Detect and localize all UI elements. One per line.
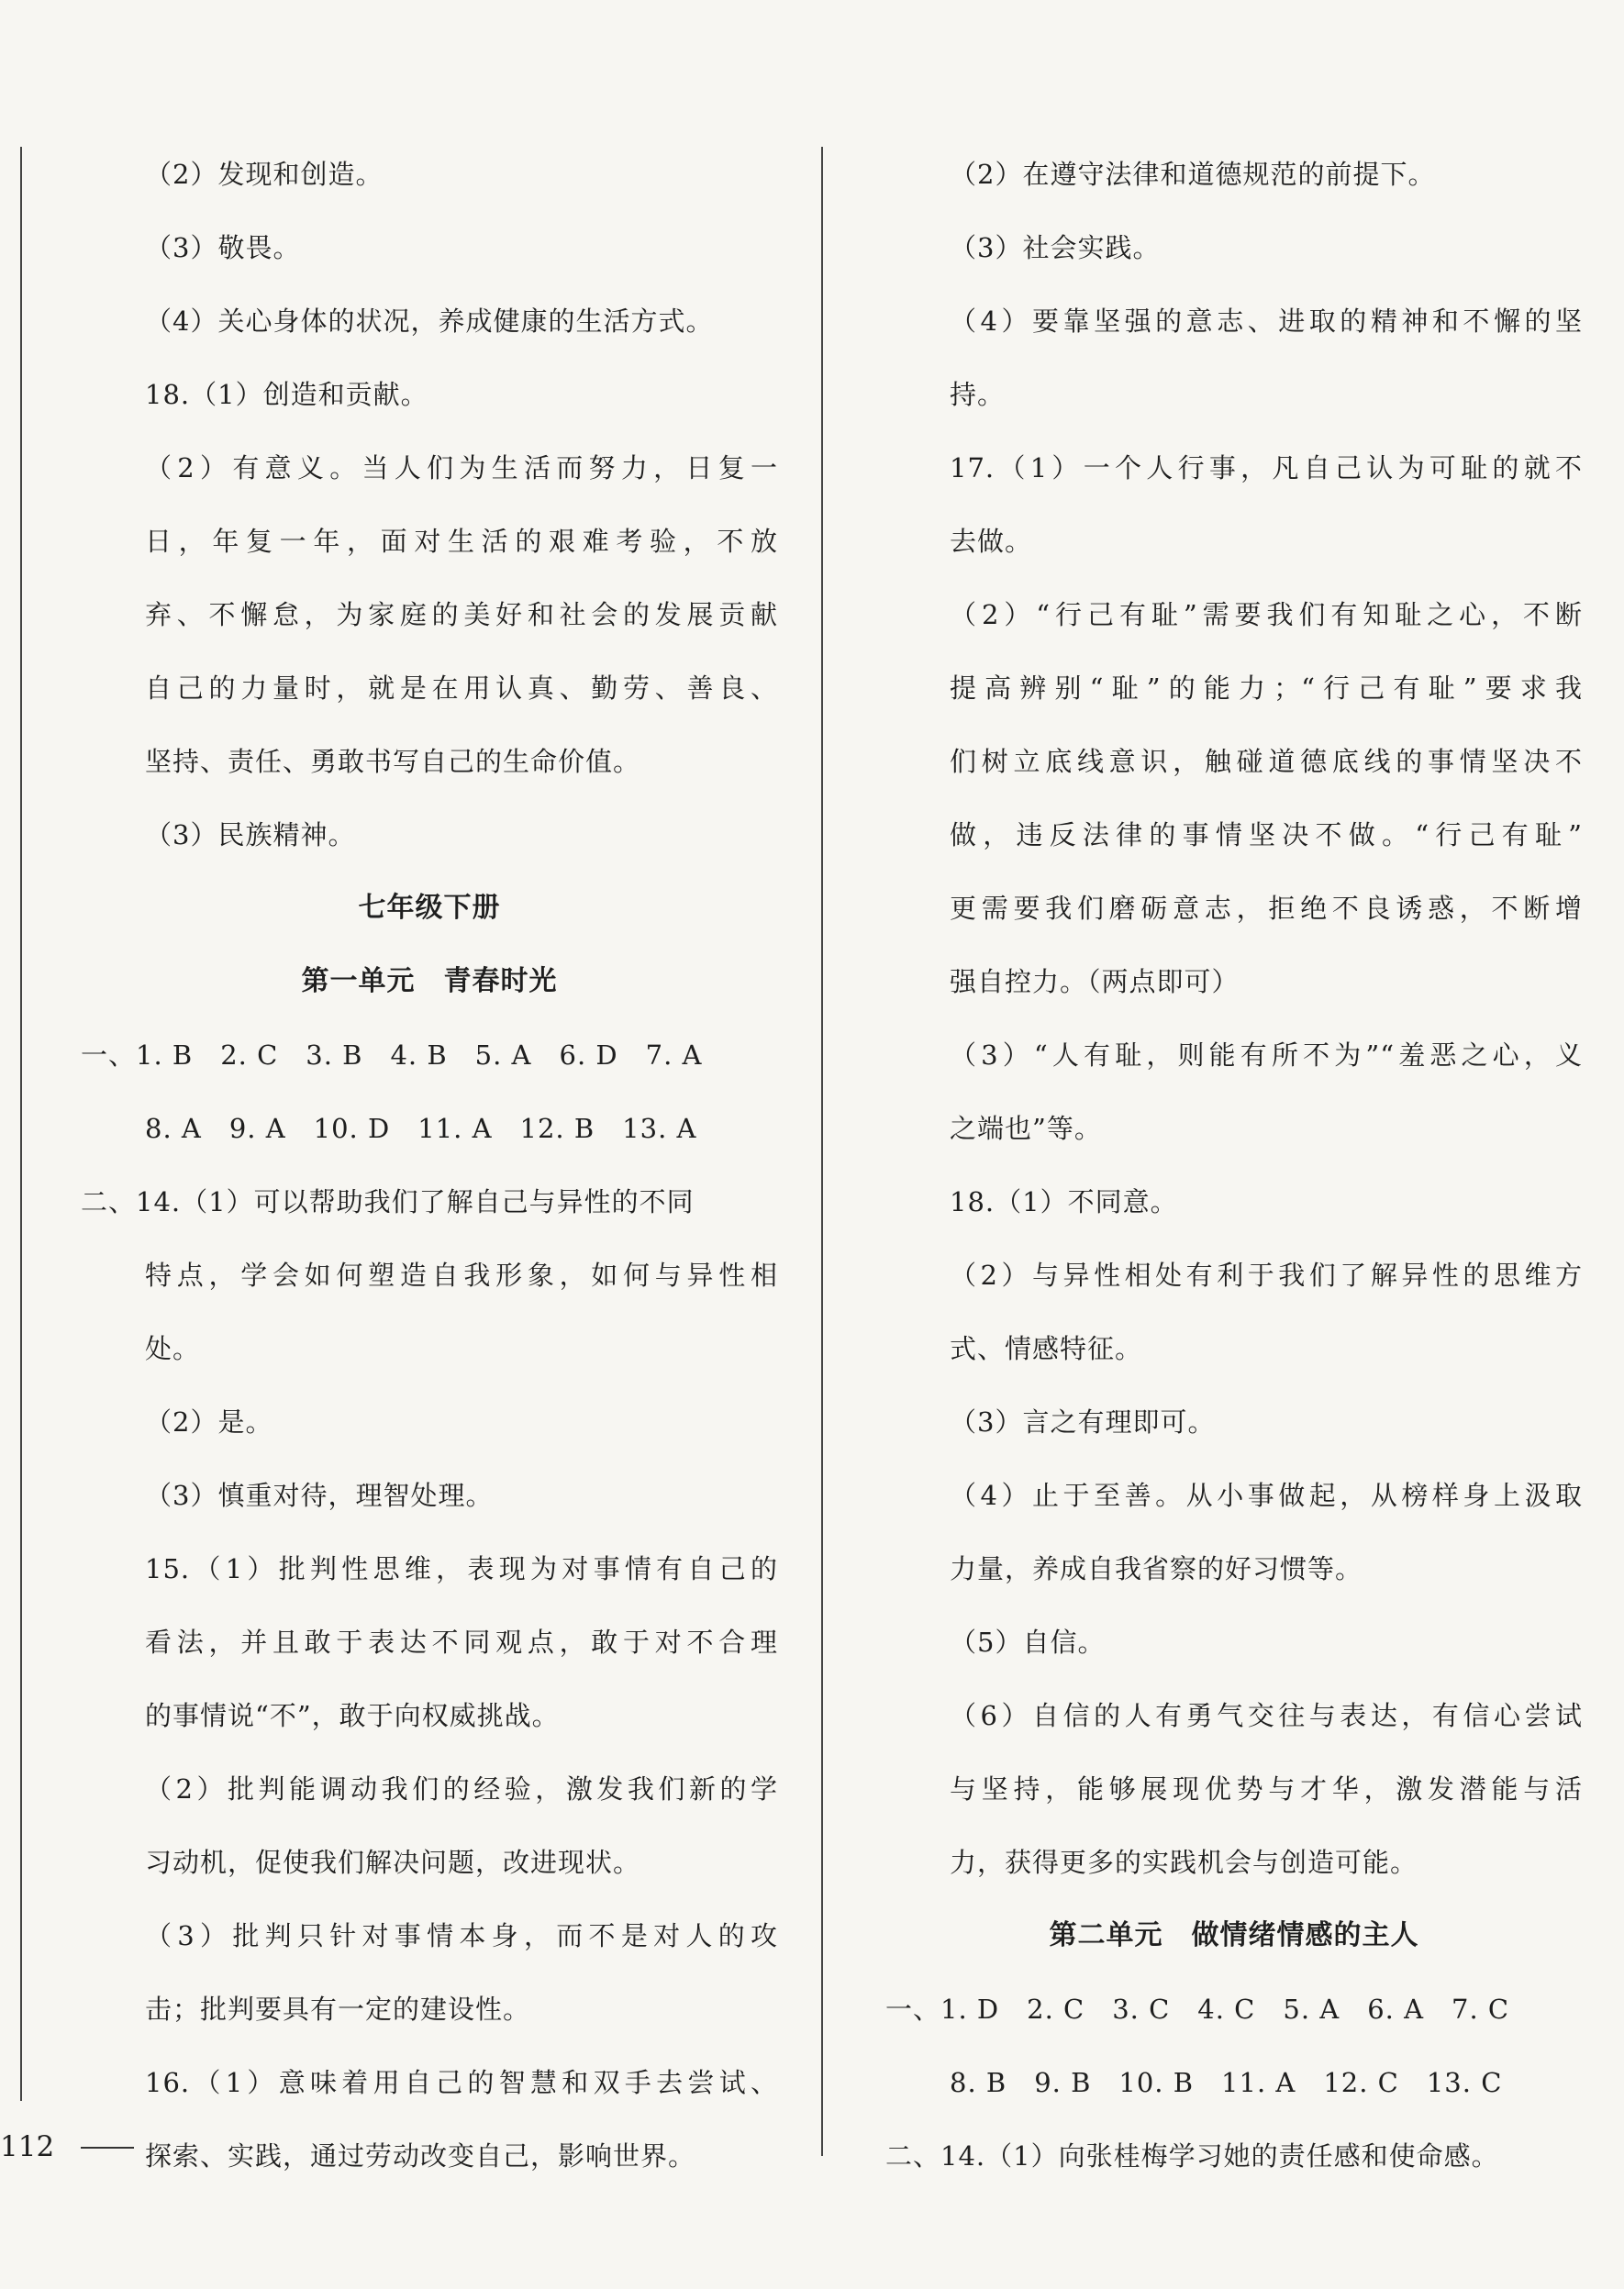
- text-line: （5）自信。: [950, 1627, 1106, 1658]
- text-line: 18.（1）创造和贡献。: [145, 379, 428, 410]
- text-line: （3）社会实践。: [950, 232, 1161, 263]
- text-line: 做，违反法律的事情坚决不做。“行己有耻”: [950, 819, 1583, 850]
- left-margin-rule: [20, 147, 22, 2101]
- text-line: （3）言之有理即可。: [950, 1406, 1216, 1438]
- text-line: 持。: [950, 379, 1006, 410]
- text-line: 提高辨别“耻”的能力；“行己有耻”要求我: [950, 672, 1583, 704]
- text-line: （2）与异性相处有利于我们了解异性的思维方: [950, 1260, 1583, 1291]
- text-line: （2）批判能调动我们的经验，激发我们新的学: [145, 1773, 778, 1805]
- text-line: （3）慎重对待，理智处理。: [145, 1480, 494, 1511]
- text-line: 17.（1）一个人行事，凡自己认为可耻的就不: [950, 452, 1583, 483]
- choice-answers: 8. A 9. A 10. D 11. A 12. B 13. A: [145, 1113, 697, 1144]
- choice-answers: 一、1. D 2. C 3. C 4. C 5. A 6. A 7. C: [885, 1994, 1510, 2025]
- text-line: 看法，并且敢于表达不同观点，敢于对不合理: [145, 1627, 778, 1658]
- page-number-dash: [81, 2147, 134, 2149]
- text-line: 二、14.（1）向张桂梅学习她的责任感和使命感。: [885, 2140, 1499, 2172]
- text-line: 18.（1）不同意。: [950, 1186, 1178, 1217]
- choice-answers: 一、1. B 2. C 3. B 4. B 5. A 6. D 7. A: [81, 1039, 703, 1071]
- section-title: 七年级下册: [358, 892, 501, 924]
- text-line: （6）自信的人有勇气交往与表达，有信心尝试: [950, 1700, 1583, 1731]
- text-line: 与坚持，能够展现优势与才华，激发潜能与活: [950, 1773, 1583, 1805]
- text-line: 更需要我们磨砺意志，拒绝不良诱惑，不断增: [950, 893, 1583, 924]
- text-line: （4）关心身体的状况，养成健康的生活方式。: [145, 306, 714, 337]
- page-number: 112: [0, 2130, 55, 2163]
- text-line: 特点，学会如何塑造自我形象，如何与异性相: [145, 1260, 778, 1291]
- text-line: （2）有意义。当人们为生活而努力，日复一: [145, 452, 778, 483]
- text-line: 去做。: [950, 526, 1033, 557]
- text-line: 处。: [145, 1333, 201, 1364]
- text-line: 式、情感特征。: [950, 1333, 1143, 1364]
- text-line: 力量，养成自我省察的好习惯等。: [950, 1553, 1363, 1584]
- text-line: 二、14.（1）可以帮助我们了解自己与异性的不同: [81, 1186, 695, 1217]
- text-line: （3）批判只针对事情本身，而不是对人的攻: [145, 1920, 778, 1951]
- text-line: 自己的力量时，就是在用认真、勤劳、善良、: [145, 672, 778, 704]
- text-line: （3）民族精神。: [145, 819, 356, 850]
- text-line: 16.（1）意味着用自己的智慧和双手去尝试、: [145, 2067, 778, 2098]
- text-line: （2）发现和创造。: [145, 159, 384, 190]
- text-line: 习动机，促使我们解决问题，改进现状。: [145, 1847, 641, 1878]
- text-line: 力，获得更多的实践机会与创造可能。: [950, 1847, 1418, 1878]
- text-line: 之端也”等。: [950, 1113, 1102, 1144]
- text-line: 探索、实践，通过劳动改变自己，影响世界。: [145, 2140, 696, 2172]
- right-column: [885, 138, 1583, 2193]
- choice-answers: 8. B 9. B 10. B 11. A 12. C 13. C: [950, 2067, 1503, 2098]
- unit-heading: 第一单元 青春时光: [301, 965, 558, 997]
- text-line: 15.（1）批判性思维，表现为对事情有自己的: [145, 1553, 778, 1584]
- text-line: 弃、不懈怠，为家庭的美好和社会的发展贡献: [145, 599, 778, 630]
- text-line: 强自控力。（两点即可）: [950, 966, 1240, 997]
- unit-heading: 第二单元 做情绪情感的主人: [1049, 1919, 1419, 1951]
- text-line: （3）“人有耻，则能有所不为”“羞恶之心，义: [950, 1039, 1583, 1071]
- text-line: 击；批判要具有一定的建设性。: [145, 1994, 531, 2025]
- text-line: （2）“行己有耻”需要我们有知耻之心，不断: [950, 599, 1583, 630]
- column-divider: [821, 147, 823, 2156]
- text-line: 的事情说“不”，敢于向权威挑战。: [145, 1700, 560, 1731]
- text-line: （2）是。: [145, 1406, 273, 1438]
- text-line: （3）敬畏。: [145, 232, 301, 263]
- text-line: 们树立底线意识，触碰道德底线的事情坚决不: [950, 746, 1583, 777]
- text-line: （4）止于至善。从小事做起，从榜样身上汲取: [950, 1480, 1583, 1511]
- text-line: 坚持、责任、勇敢书写自己的生命价值。: [145, 746, 641, 777]
- text-line: （2）在遵守法律和道德规范的前提下。: [950, 159, 1436, 190]
- left-column: [81, 138, 778, 2193]
- text-line: 日，年复一年，面对生活的艰难考验，不放: [145, 526, 778, 557]
- text-line: （4）要靠坚强的意志、进取的精神和不懈的坚: [950, 306, 1583, 337]
